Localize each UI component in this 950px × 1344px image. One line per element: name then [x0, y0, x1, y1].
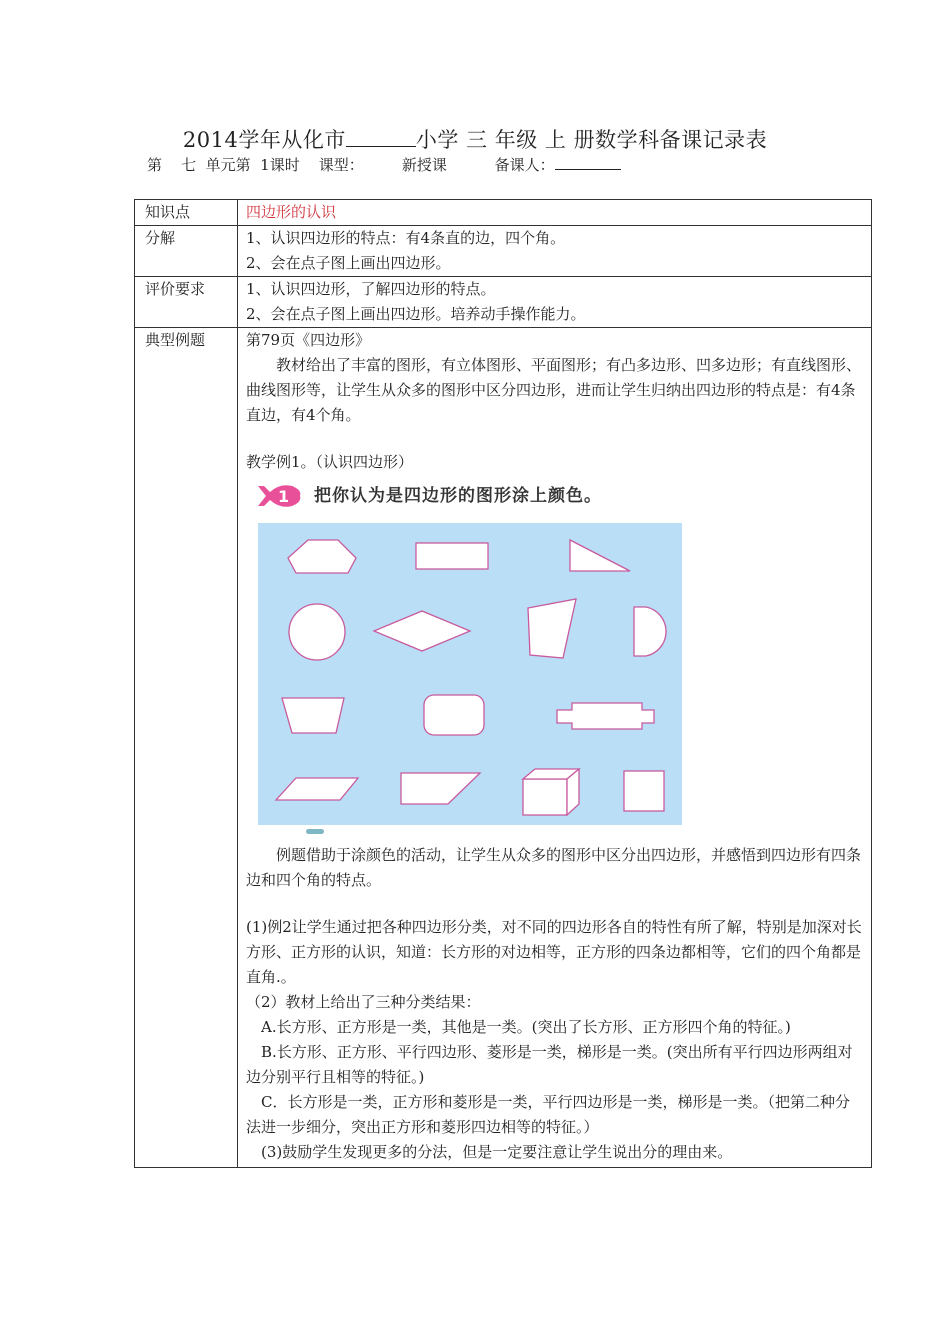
result-a: A.长方形、正方形是一类，其他是一类。(突出了长方形、正方形四个角的特征。): [261, 1018, 791, 1036]
parallelogram-icon: [276, 778, 358, 800]
rounded-rectangle-icon: [424, 695, 484, 735]
knowledge-value: 四边形的认识: [238, 200, 872, 226]
right-triangle-icon: [570, 540, 630, 571]
cross-bar-shape-icon: [557, 703, 654, 729]
fish-number-badge-icon: [256, 482, 302, 510]
lesson-info-text: 第 七 单元第 1课时 课型： 新授课 备课人：: [147, 156, 555, 174]
result-b: B.长方形、正方形、平行四边形、菱形是一类，梯形是一类。(突出所有平行四边形两组对边分别平行且相等的特征。): [246, 1043, 853, 1086]
banner-instruction: 把你认为是四边形的图形涂上颜色。: [314, 486, 602, 506]
semicircle-shape-icon: [634, 607, 666, 656]
cube-icon: [523, 769, 579, 815]
label-example: 典型例题: [135, 328, 238, 1168]
lesson-info-line: [147, 154, 621, 175]
classification-paragraph: (1)例2让学生通过把各种四边形分类，对不同的四边形各自的特性有所了解，特别是加深对长方形、正方形的认识，知道：长方形的对边相等，正方形的四条边都相等，它们的四个角都是直角.。: [246, 918, 862, 986]
label-knowledge: 知识点: [135, 200, 238, 226]
breakdown-line-1: 1、认识四边形的特点：有4条直的边，四个角。: [246, 229, 566, 247]
right-trapezoid-icon: [401, 773, 480, 804]
evaluation-line-2: 2、会在点子图上画出四边形。培养动手操作能力。: [246, 305, 586, 323]
page-edge-mark: [306, 829, 324, 834]
encourage-paragraph: (3)鼓励学生发现更多的分法，但是一定要注意让学生说出分的理由来。: [261, 1143, 733, 1161]
table-row-knowledge: [135, 200, 872, 226]
lesson-record-table: [134, 199, 872, 1168]
evaluation-line-1: 1、认识四边形，了解四边形的特点。: [246, 280, 496, 298]
shapes-illustration: [258, 523, 682, 825]
result-c: C．长方形是一类，正方形和菱形是一类，平行四边形是一类，梯形是一类。（把第二种分法进一步细分，突出正方形和菱形四边相等的特征。）: [246, 1093, 850, 1136]
rectangle-icon: [416, 543, 488, 569]
example-heading: 教学例1。（认识四边形）: [246, 453, 414, 471]
preparer-blank: [555, 155, 621, 170]
label-evaluation: 评价要求: [135, 277, 238, 328]
table-row-breakdown: [135, 226, 872, 277]
intro-paragraph: 教材给出了丰富的图形，有立体图形、平面图形；有凸多边形、凹多边形；有直线图形、曲线图形等，让学生从众多的图形中区分四边形，进而让学生归纳出四边形的特点是：有4条直边，有4个角。: [246, 356, 862, 424]
table-row-evaluation: [135, 277, 872, 328]
results-heading: （2）教材上给出了三种分类结果：: [246, 993, 481, 1011]
breakdown-line-2: 2、会在点子图上画出四边形。: [246, 254, 451, 272]
shapes-panel: [258, 523, 682, 825]
banner-number: 1: [278, 487, 290, 506]
page-reference: 第79页《四边形》: [246, 331, 371, 349]
label-breakdown: 分解: [135, 226, 238, 277]
title-suffix: 小学 三 年级 上 册数学科备课记录表: [415, 128, 768, 152]
breakdown-cell: [238, 226, 872, 277]
table-row-example: [135, 328, 872, 1168]
rhombus-icon: [374, 611, 470, 651]
textbook-image: [246, 477, 686, 837]
example-cell: [238, 328, 872, 1168]
quadrilateral-icon: [528, 599, 576, 658]
trapezoid-icon: [282, 698, 344, 733]
activity-paragraph: 例题借助于涂颜色的活动，让学生从众多的图形中区分出四边形，并感悟到四边形有四条边和四个角的特点。: [246, 846, 862, 889]
school-blank: [346, 128, 416, 147]
spacer: [246, 428, 864, 450]
circle-icon: [289, 604, 345, 660]
pentagon-icon: [288, 540, 356, 573]
title-prefix: 2014学年从化市: [182, 128, 346, 152]
spacer: [246, 893, 864, 915]
square-icon: [624, 771, 664, 811]
evaluation-cell: [238, 277, 872, 328]
page-title: [0, 124, 950, 154]
